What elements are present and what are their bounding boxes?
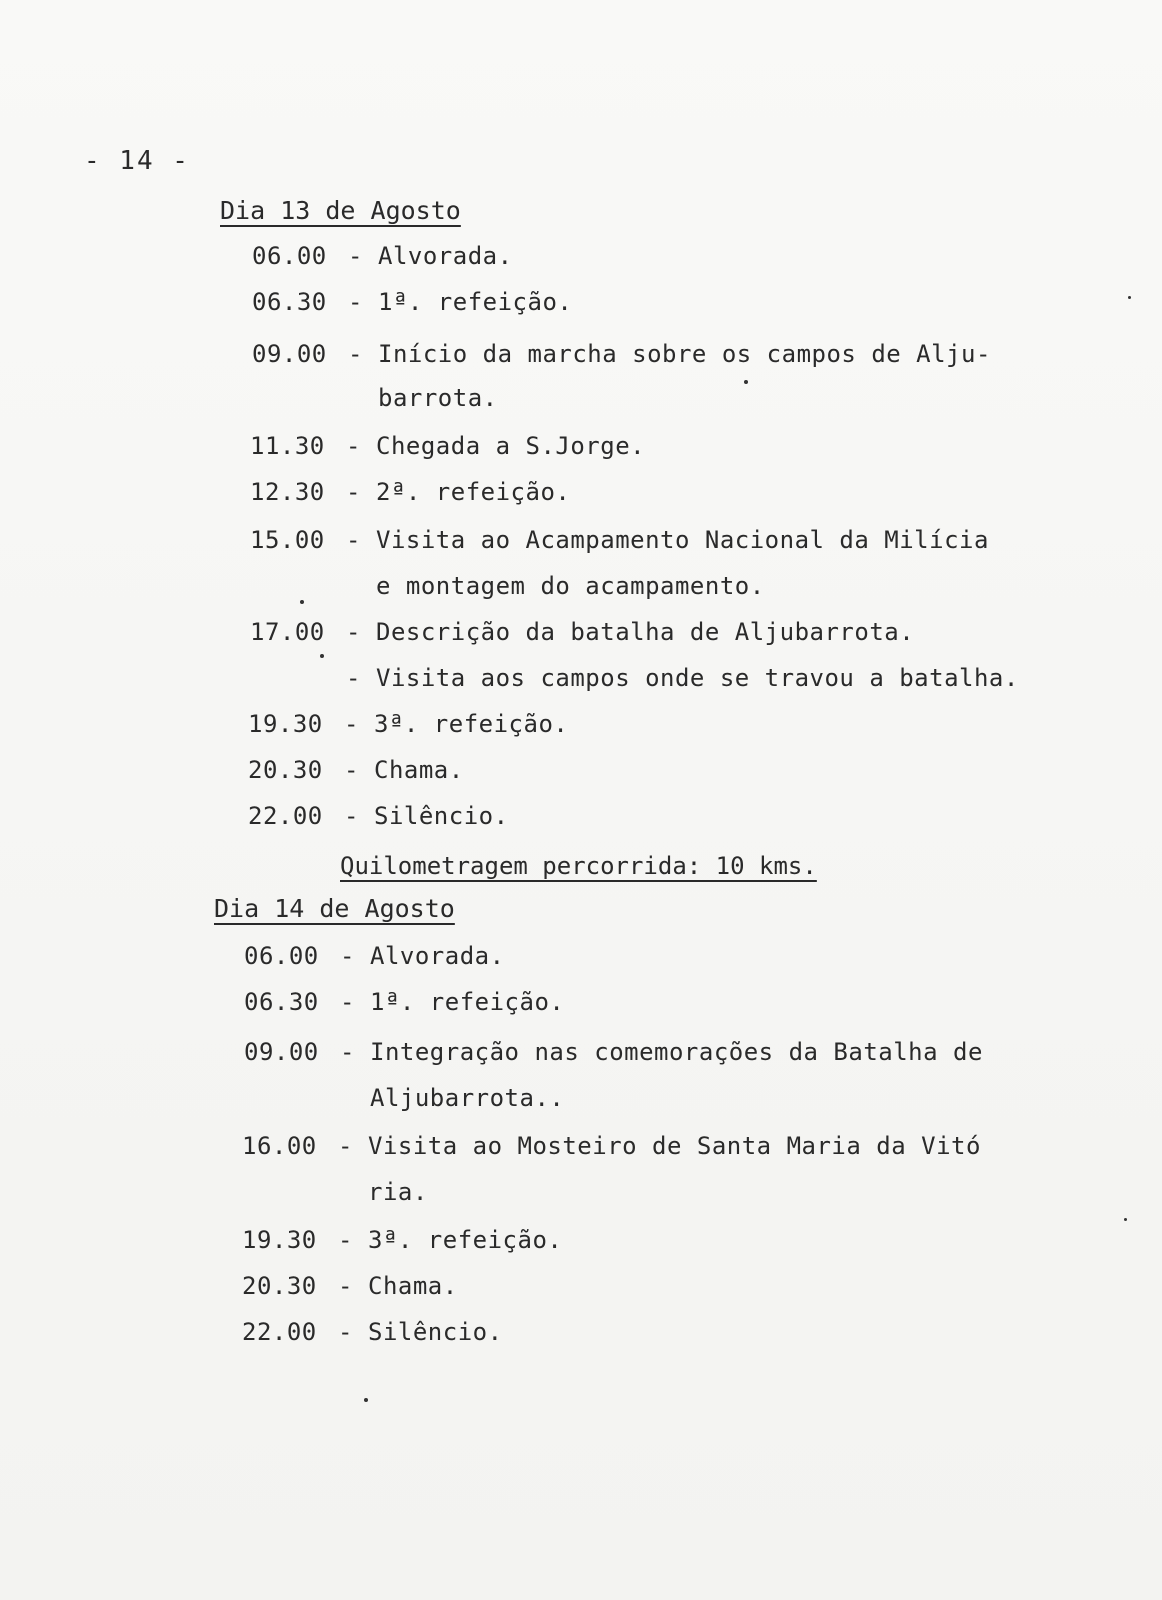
entry-time: 06.30 — [244, 988, 319, 1016]
entry-time: 11.30 — [250, 432, 325, 460]
paper-speck — [320, 654, 324, 658]
entry-time: 09.00 — [244, 1038, 319, 1066]
entry-text: 3ª. refeição. — [368, 1226, 563, 1254]
entry-text: Silêncio. — [368, 1318, 503, 1346]
entry-text: Chama. — [368, 1272, 458, 1300]
schedule-entry: 06.30 - 1ª. refeição. — [244, 988, 565, 1016]
page-number: - 14 - — [84, 146, 190, 176]
paper-speck — [1124, 1218, 1127, 1221]
entry-text: Integração nas comemorações da Batalha de — [370, 1038, 983, 1066]
entry-text: Chama. — [374, 756, 464, 784]
entry-continuation: e montagem do acampamento. — [376, 572, 765, 600]
entry-time: 20.30 — [248, 756, 323, 784]
schedule-entry: 09.00 - Início da marcha sobre os campos de Alju- — [252, 340, 991, 368]
entry-time: 22.00 — [242, 1318, 317, 1346]
entry-continuation: ria. — [368, 1178, 428, 1206]
entry-text: Visita ao Acampamento Nacional da Milícia — [376, 526, 989, 554]
schedule-entry: 20.30 - Chama. — [242, 1272, 458, 1300]
entry-continuation: barrota. — [378, 384, 498, 412]
schedule-entry: 22.00 - Silêncio. — [248, 802, 509, 830]
paper-speck — [364, 1398, 368, 1402]
entry-text: 3ª. refeição. — [374, 710, 569, 738]
entry-text: Início da marcha sobre os campos de Alju- — [378, 340, 991, 368]
entry-text: 1ª. refeição. — [378, 288, 573, 316]
entry-text: 2ª. refeição. — [376, 478, 571, 506]
entry-continuation: Aljubarrota.. — [370, 1084, 565, 1112]
entry-time: 06.00 — [244, 942, 319, 970]
entry-text: Visita ao Mosteiro de Santa Maria da Vitó — [368, 1132, 981, 1160]
entry-text: Alvorada. — [370, 942, 505, 970]
schedule-entry: 12.30 - 2ª. refeição. — [250, 478, 571, 506]
entry-text: Alvorada. — [378, 242, 513, 270]
entry-time: 09.00 — [252, 340, 327, 368]
entry-time: 12.30 — [250, 478, 325, 506]
schedule-entry: 17.00 - Descrição da batalha de Aljubarrota. — [250, 618, 915, 646]
entry-time: 06.00 — [252, 242, 327, 270]
schedule-entry: 09.00 - Integração nas comemorações da Batalha de — [244, 1038, 983, 1066]
schedule-entry: 06.30 - 1ª. refeição. — [252, 288, 573, 316]
entry-time: 19.30 — [248, 710, 323, 738]
day-heading: Dia 14 de Agosto — [214, 894, 455, 923]
entry-time: 17.00 — [250, 618, 325, 646]
day-heading: Dia 13 de Agosto — [220, 196, 461, 225]
entry-time: 06.30 — [252, 288, 327, 316]
paper-speck — [1128, 296, 1131, 299]
entry-time: 20.30 — [242, 1272, 317, 1300]
entry-text: Chegada a S.Jorge. — [376, 432, 646, 460]
schedule-entry: 11.30 - Chegada a S.Jorge. — [250, 432, 646, 460]
schedule-entry: 19.30 - 3ª. refeição. — [248, 710, 569, 738]
paper-speck — [300, 600, 304, 604]
schedule-entry: 06.00 - Alvorada. — [252, 242, 513, 270]
entry-text: Silêncio. — [374, 802, 509, 830]
schedule-entry: 19.30 - 3ª. refeição. — [242, 1226, 563, 1254]
schedule-entry: 15.00 - Visita ao Acampamento Nacional da Milícia — [250, 526, 989, 554]
schedule-entry: 22.00 - Silêncio. — [242, 1318, 503, 1346]
distance-total: Quilometragem percorrida: 10 kms. — [340, 852, 817, 880]
entry-time: 19.30 — [242, 1226, 317, 1254]
entry-time: 16.00 — [242, 1132, 317, 1160]
schedule-entry: 06.00 - Alvorada. — [244, 942, 505, 970]
schedule-entry: 16.00 - Visita ao Mosteiro de Santa Maria da Vitó — [242, 1132, 981, 1160]
paper-speck — [744, 380, 748, 384]
schedule-entry: 20.30 - Chama. — [248, 756, 464, 784]
schedule-entry: - Visita aos campos onde se travou a batalha. — [346, 664, 1019, 692]
entry-time: 15.00 — [250, 526, 325, 554]
entry-text: Descrição da batalha de Aljubarrota. — [376, 618, 915, 646]
entry-text: Visita aos campos onde se travou a batalha. — [376, 664, 1019, 692]
entry-time: 22.00 — [248, 802, 323, 830]
entry-text: 1ª. refeição. — [370, 988, 565, 1016]
